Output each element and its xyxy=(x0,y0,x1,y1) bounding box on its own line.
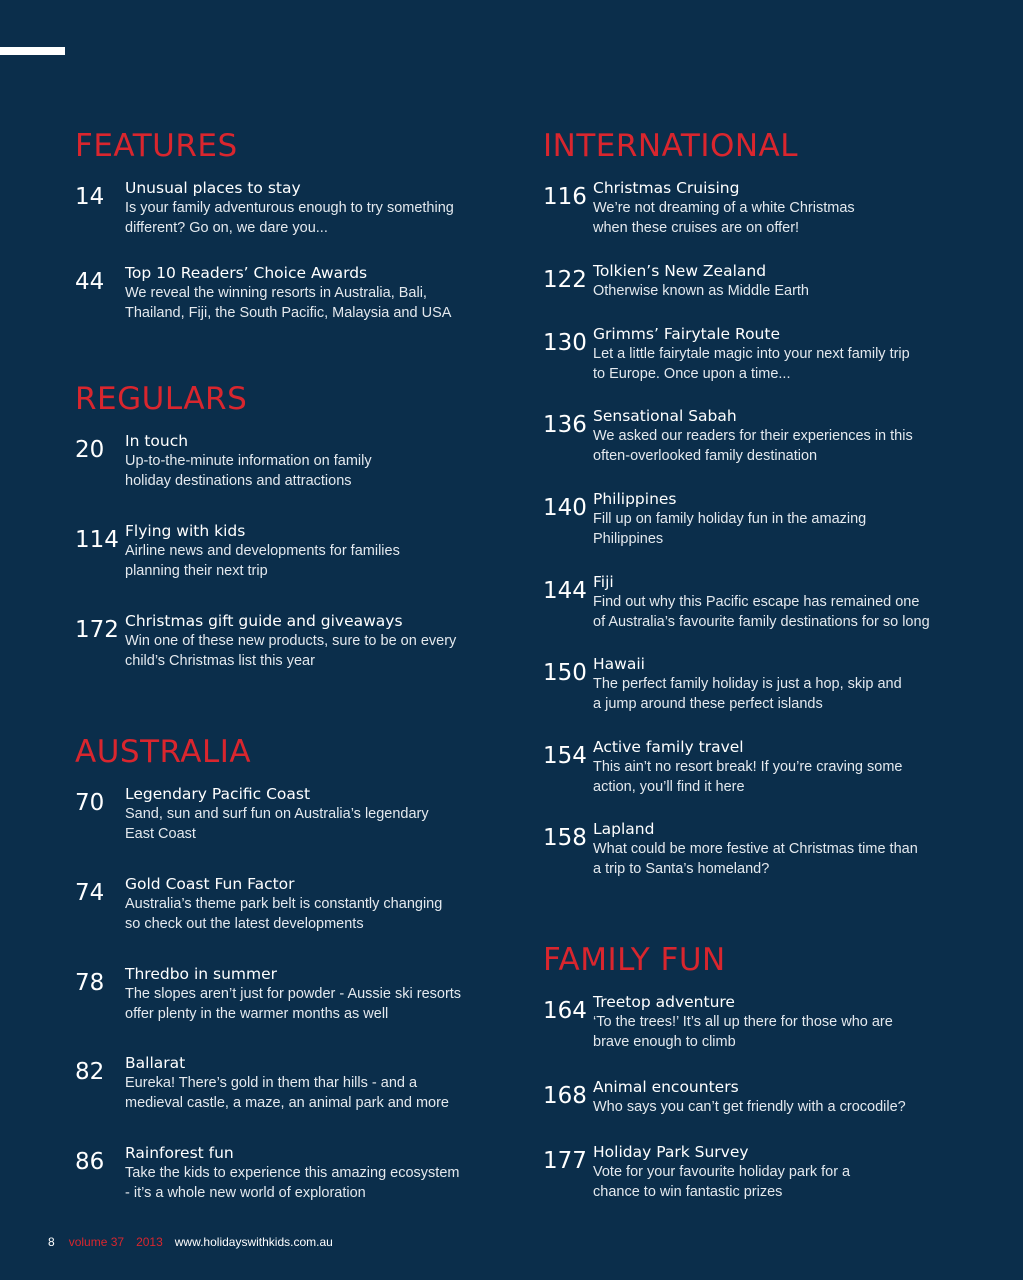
footer-year: 2013 xyxy=(136,1235,163,1249)
article-title: Top 10 Readers’ Choice Awards xyxy=(125,264,368,282)
page-number: 44 xyxy=(75,269,105,295)
section-features xyxy=(75,128,495,321)
page-number: 158 xyxy=(543,825,587,851)
article-description: Vote for your favourite holiday park for a chance to win fantastic prizes xyxy=(593,1164,851,1200)
footer-website[interactable]: www.holidayswithkids.com.au xyxy=(174,1235,333,1249)
article-title: Christmas gift guide and giveaways xyxy=(125,612,403,630)
article-description: We asked our readers for their experiences in this often-overlooked family destination xyxy=(593,428,913,464)
article-description: Australia’s theme park belt is constantly changing so check out the latest developments xyxy=(125,896,443,932)
page-number: 70 xyxy=(75,790,105,816)
article-description: Who says you can’t get friendly with a crocodile? xyxy=(593,1099,906,1115)
footer-page-number: 8 xyxy=(48,1235,55,1249)
article-description: Take the kids to experience this amazing ecosystem - it’s a whole new world of exploration xyxy=(125,1165,460,1201)
section-title-features: FEATURES xyxy=(75,128,238,164)
section-title-family-fun: FAMILY FUN xyxy=(543,942,726,978)
article-description: Find out why this Pacific escape has remained one of Australia’s favourite family destinations for so long xyxy=(593,594,930,630)
page-number: 168 xyxy=(543,1083,587,1109)
article-title: Flying with kids xyxy=(125,522,246,540)
section-international xyxy=(543,128,983,877)
page-number: 177 xyxy=(543,1148,587,1174)
article-title: Unusual places to stay xyxy=(125,179,301,197)
article-description: Up-to-the-minute information on family holiday destinations and attractions xyxy=(125,453,372,489)
page-number: 78 xyxy=(75,970,105,996)
page-number: 114 xyxy=(75,527,119,553)
article-title: In touch xyxy=(125,432,189,450)
section-title-regulars: REGULARS xyxy=(75,381,248,417)
page-number: 150 xyxy=(543,660,587,686)
article-title: Hawaii xyxy=(593,655,645,673)
article-title: Philippines xyxy=(593,490,677,508)
page-number: 140 xyxy=(543,495,587,521)
section-title-international: INTERNATIONAL xyxy=(543,128,799,164)
article-title: Thredbo in summer xyxy=(125,965,278,983)
article-title: Active family travel xyxy=(593,738,744,756)
page-number: 164 xyxy=(543,998,587,1024)
article-description: Sand, sun and surf fun on Australia’s legendary East Coast xyxy=(125,806,429,842)
section-regulars xyxy=(75,381,495,669)
article-title: Gold Coast Fun Factor xyxy=(125,875,295,893)
article-title: Treetop adventure xyxy=(593,993,735,1011)
article-title: Rainforest fun xyxy=(125,1144,234,1162)
page-number: 74 xyxy=(75,880,105,906)
article-title: Fiji xyxy=(593,573,614,591)
article-description: Is your family adventurous enough to try something different? Go on, we dare you... xyxy=(125,200,454,236)
page-number: 20 xyxy=(75,437,105,463)
page-number: 130 xyxy=(543,330,587,356)
section-title-australia: AUSTRALIA xyxy=(75,734,252,770)
article-title: Tolkien’s New Zealand xyxy=(593,262,767,280)
article-description: What could be more festive at Christmas time than a trip to Santa’s homeland? xyxy=(593,841,918,877)
article-title: Christmas Cruising xyxy=(593,179,740,197)
article-description: Eureka! There’s gold in them thar hills - and a medieval castle, a maze, an animal park and more xyxy=(125,1075,449,1111)
top-accent-bar xyxy=(0,47,65,55)
page-number: 82 xyxy=(75,1059,105,1085)
page-number: 86 xyxy=(75,1149,105,1175)
article-title: Ballarat xyxy=(125,1054,186,1072)
section-australia xyxy=(75,734,495,1201)
article-title: Lapland xyxy=(593,820,655,838)
article-description: Fill up on family holiday fun in the amazing Philippines xyxy=(593,511,867,547)
article-description: Let a little fairytale magic into your next family trip to Europe. Once upon a time... xyxy=(593,346,910,382)
page-number: 14 xyxy=(75,184,105,210)
article-title: Holiday Park Survey xyxy=(593,1143,749,1161)
article-description: Otherwise known as Middle Earth xyxy=(593,283,809,299)
footer-volume: volume 37 xyxy=(68,1235,125,1249)
article-description: ‘To the trees!’ It’s all up there for those who are brave enough to climb xyxy=(593,1014,893,1050)
page-number: 122 xyxy=(543,267,587,293)
page-number: 116 xyxy=(543,184,587,210)
article-description: The perfect family holiday is just a hop, skip and a jump around these perfect islands xyxy=(593,676,902,712)
article-description: Airline news and developments for families planning their next trip xyxy=(125,543,400,579)
page-number: 144 xyxy=(543,578,587,604)
article-description: The slopes aren’t just for powder - Aussie ski resorts offer plenty in the warmer months as well xyxy=(125,986,462,1022)
page-footer xyxy=(48,1234,333,1250)
article-title: Legendary Pacific Coast xyxy=(125,785,311,803)
article-description: This ain’t no resort break! If you’re craving some action, you’ll find it here xyxy=(593,759,903,795)
article-title: Animal encounters xyxy=(593,1078,739,1096)
article-description: We reveal the winning resorts in Australia, Bali, Thailand, Fiji, the South Pacific, Malaysia and USA xyxy=(125,285,452,321)
page-number: 136 xyxy=(543,412,587,438)
page-number: 154 xyxy=(543,743,587,769)
article-title: Sensational Sabah xyxy=(593,407,737,425)
page-number: 172 xyxy=(75,617,119,643)
article-description: We’re not dreaming of a white Christmas when these cruises are on offer! xyxy=(593,200,855,236)
section-family-fun xyxy=(543,942,983,1200)
article-description: Win one of these new products, sure to be on every child’s Christmas list this year xyxy=(125,633,457,669)
article-title: Grimms’ Fairytale Route xyxy=(593,325,780,343)
